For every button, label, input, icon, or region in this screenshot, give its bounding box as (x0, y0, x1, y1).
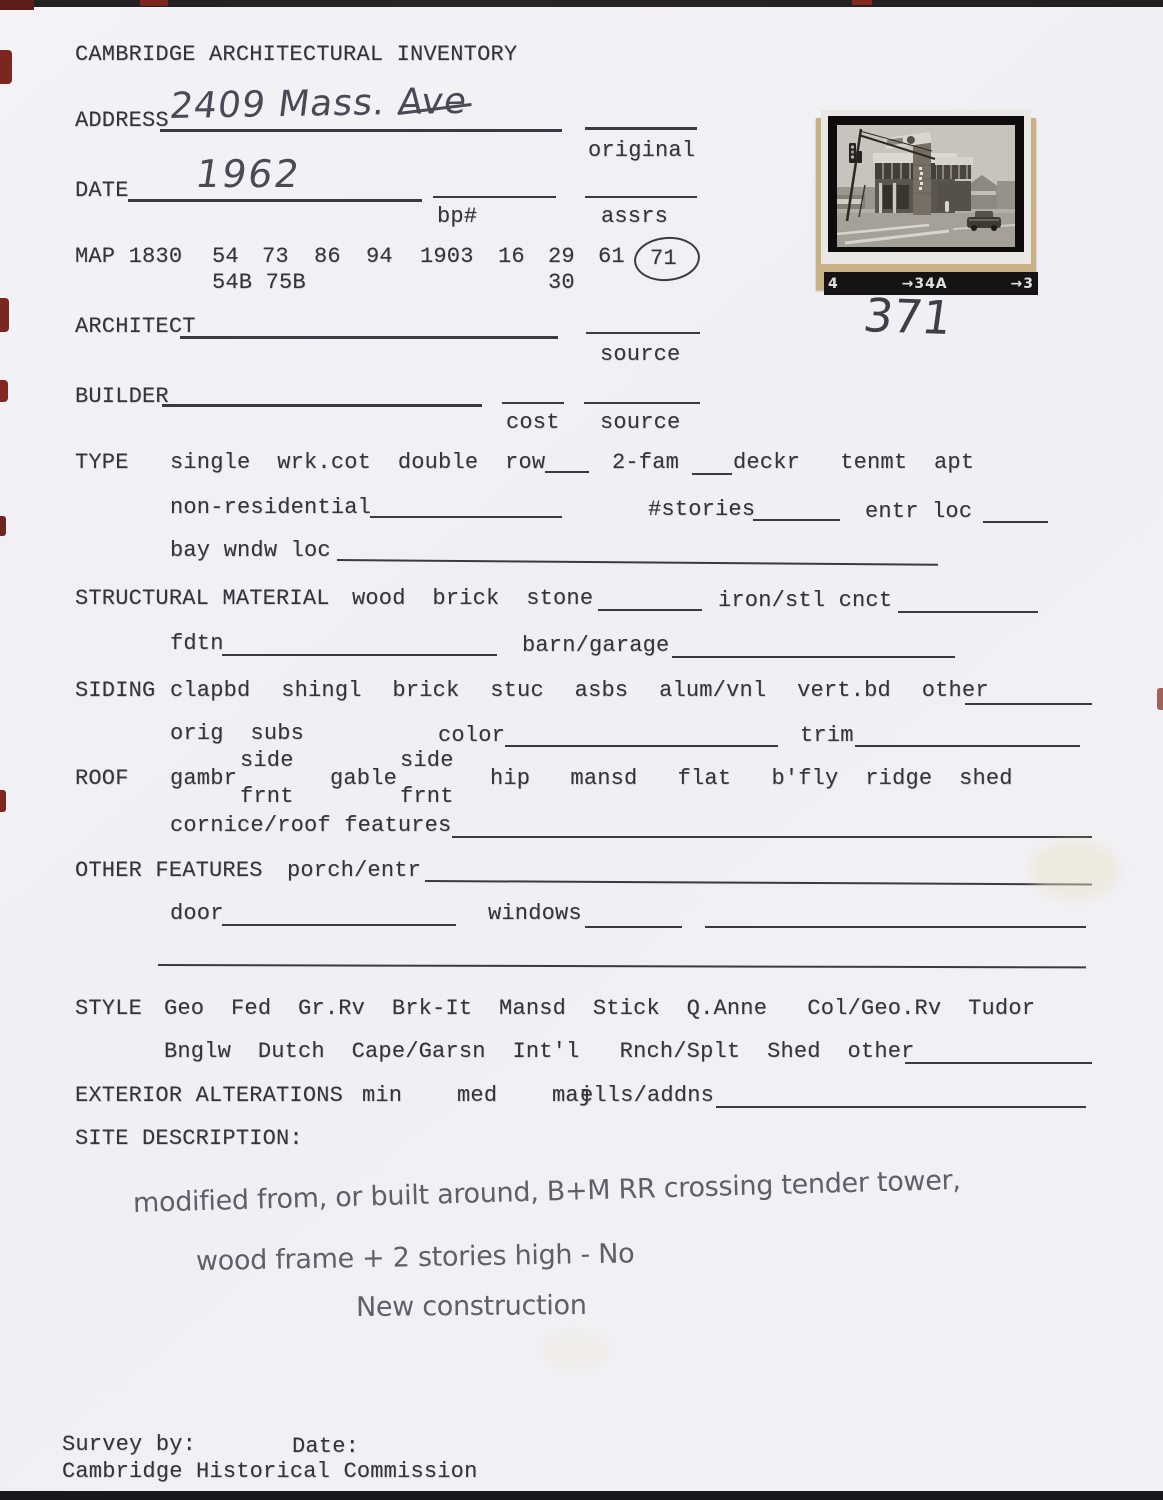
scan-artifact (140, 0, 168, 6)
door-label: door (170, 901, 224, 926)
cost-blank-line (502, 402, 564, 404)
roof-gable-label: gable (330, 766, 398, 791)
original-blank-line (585, 127, 697, 130)
cornice-label: cornice/roof features (170, 813, 452, 838)
entr-loc-blank-line (983, 521, 1048, 523)
barn-garage-label: barn/garage (522, 633, 670, 658)
roof-gambr-label: gambr (170, 766, 238, 791)
address-value-handwritten: 2409 Mass. Ave (167, 80, 470, 127)
ells-addns-label: ells/addns (580, 1083, 715, 1108)
original-label: original (588, 138, 696, 163)
site-description-handwritten-line1: modified from, or built around, B+M RR crossing tender tower, (132, 1164, 962, 1219)
paper-stain (540, 1330, 610, 1370)
builder-source-blank-line (584, 402, 700, 404)
extra-blank-line (158, 964, 1086, 968)
other-features-label: OTHER FEATURES (75, 858, 263, 883)
site-description-label: SITE DESCRIPTION: (75, 1126, 303, 1151)
roof-side-label: side (400, 748, 454, 773)
stone-blank-line (598, 609, 702, 611)
roof-frnt-label: frnt (240, 784, 294, 809)
map-token: 94 (366, 244, 393, 269)
type-options: 2-fam (612, 450, 680, 475)
barn-garage-blank-line (672, 656, 955, 658)
scan-artifact (0, 380, 8, 402)
fam-blank-line (692, 473, 732, 475)
architect-blank-line (180, 336, 558, 339)
building-photo-illustration (837, 125, 1015, 247)
type-options: single wrk.cot double row (170, 450, 546, 475)
non-residential-blank-line (370, 516, 562, 518)
style-other-blank-line (905, 1062, 1092, 1064)
door-blank-line (222, 924, 456, 926)
bp-label: bp# (437, 204, 478, 229)
photo-frame-number-handwritten: 371 (860, 288, 956, 346)
map-token: 1903 (420, 244, 474, 269)
type-options: deckr tenmt apt (733, 450, 975, 475)
roof-options: hip mansd flat b'fly ridge shed (490, 766, 1013, 791)
map-token: 29 (548, 244, 575, 269)
date-blank-line (128, 199, 422, 202)
porch-entr-blank-line (425, 880, 1092, 885)
style-options-row1: Geo Fed Gr.Rv Brk-It Mansd Stick Q.Anne Col/Geo.Rv Tudor (164, 996, 1036, 1021)
fdtn-label: fdtn (170, 631, 224, 656)
windows-blank-line (585, 926, 682, 928)
scan-artifact (0, 50, 12, 84)
ells-addns-blank-line (716, 1106, 1086, 1108)
color-label: color (438, 723, 506, 748)
trim-label: trim (800, 723, 854, 748)
site-description-handwritten-line2: wood frame + 2 stories high - No (195, 1238, 635, 1277)
architect-source-blank-line (586, 332, 700, 334)
exterior-options: min med maj (362, 1083, 593, 1108)
siding-options: clapbd shingl brick stuc asbs alum/vnl vert.bd other (170, 678, 989, 703)
structural-options: wood brick stone (352, 586, 594, 611)
siding-label: SIDING (75, 678, 156, 703)
organization-label: Cambridge Historical Commission (62, 1459, 478, 1484)
survey-by-label: Survey by: (62, 1432, 197, 1457)
scan-artifact (0, 790, 6, 812)
structural-options: iron/stl cnct (718, 588, 893, 613)
site-description-handwritten-line3: New construction (355, 1289, 587, 1323)
source-label: source (600, 342, 681, 367)
map-row2-right: 30 (548, 270, 575, 295)
film-frame-mark-right: →3 (1010, 275, 1034, 292)
stories-blank-line (753, 519, 840, 521)
map-token: 61 (598, 244, 625, 269)
style-options-row2: Bnglw Dutch Cape/Garsn Int'l Rnch/Splt Shed other (164, 1039, 915, 1064)
film-frame-mark-center: →34A (901, 275, 948, 292)
address-blank-line (160, 129, 562, 132)
cnct-blank-line (898, 611, 1038, 613)
structural-label: STRUCTURAL MATERIAL (75, 586, 330, 611)
map-token: 86 (314, 244, 341, 269)
assrs-label: assrs (601, 204, 669, 229)
exterior-alterations-label: EXTERIOR ALTERATIONS (75, 1083, 344, 1108)
orig-subs-label: orig subs (170, 721, 305, 746)
map-label: MAP 1830 (75, 244, 183, 269)
windows-blank-line-2 (705, 926, 1086, 928)
stories-label: #stories (648, 497, 756, 522)
date-value-handwritten: 1962 (192, 152, 305, 196)
address-label: ADDRESS (75, 108, 169, 133)
windows-label: windows (488, 901, 582, 926)
scan-artifact (0, 516, 6, 536)
map-token-circled: 71 (650, 246, 677, 271)
color-blank-line (505, 745, 778, 747)
type-label: TYPE (75, 450, 129, 475)
source-label: source (600, 410, 681, 435)
builder-blank-line (162, 404, 482, 407)
porch-entr-label: porch/entr (287, 858, 422, 883)
cornice-blank-line (452, 836, 1092, 838)
roof-label: ROOF (75, 766, 129, 791)
bp-blank-line (433, 196, 556, 198)
scan-artifact (0, 0, 34, 10)
non-residential-label: non-residential (170, 495, 372, 520)
style-label: STYLE (75, 996, 143, 1021)
film-frame-mark-left: 4 (828, 275, 839, 292)
roof-frnt-label: frnt (400, 784, 454, 809)
architect-label: ARCHITECT (75, 314, 196, 339)
photo-print (821, 110, 1034, 292)
scan-artifact (1157, 688, 1163, 710)
map-token: 54 (212, 244, 239, 269)
assrs-blank-line (585, 196, 697, 198)
fdtn-blank-line (222, 654, 497, 656)
survey-date-label: Date: (292, 1434, 360, 1459)
bay-wndw-label: bay wndw loc (170, 538, 331, 563)
builder-label: BUILDER (75, 384, 169, 409)
attached-photo (816, 106, 1038, 346)
handwritten-circle-mark (632, 234, 702, 284)
map-token: 73 (262, 244, 289, 269)
scan-artifact (0, 1491, 1163, 1500)
map-token: 16 (498, 244, 525, 269)
roof-side-label: side (240, 748, 294, 773)
row-blank-line (545, 471, 589, 473)
siding-other-blank-line (965, 703, 1092, 705)
date-label: DATE (75, 178, 129, 203)
paper-stain (1030, 840, 1120, 900)
scan-artifact (852, 0, 872, 5)
bay-wndw-blank-line (337, 559, 938, 566)
map-row2-left: 54B 75B (212, 270, 306, 295)
form-title: CAMBRIDGE ARCHITECTURAL INVENTORY (75, 42, 518, 67)
trim-blank-line (855, 745, 1080, 747)
cost-label: cost (506, 410, 560, 435)
entr-loc-label: entr loc (865, 499, 973, 524)
scan-artifact (0, 0, 1163, 7)
scan-artifact (0, 298, 9, 332)
